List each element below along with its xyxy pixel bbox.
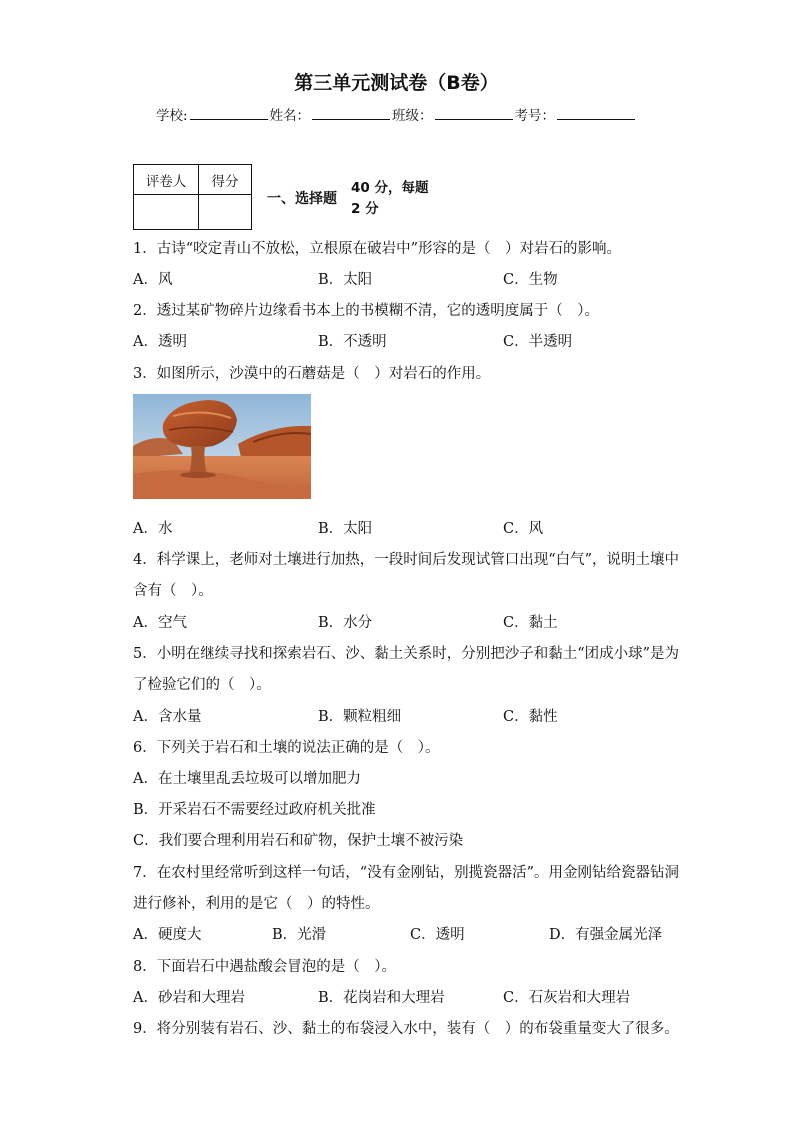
q6-option-c: C．我们要合理利用岩石和矿物，保护土壤不被污染 xyxy=(133,833,464,849)
question-7-line2: 进行修补，利用的是它（ ）的特性。 xyxy=(133,896,380,912)
section-points-line2: 2 分 xyxy=(351,201,379,217)
q1-option-b: B．太阳 xyxy=(318,272,373,288)
q7-option-c: C．透明 xyxy=(410,927,465,943)
q4-option-c: C．黏土 xyxy=(503,615,558,631)
student-info-line xyxy=(0,104,793,124)
q8-option-a: A．砂岩和大理岩 xyxy=(133,990,245,1006)
q7-option-b: B．光滑 xyxy=(272,927,327,943)
question-9: 9．将分别装有岩石、沙、黏土的布袋浸入水中，装有（ ）的布袋重量变大了很多。 xyxy=(133,1021,679,1037)
name-blank xyxy=(312,107,390,120)
q4-option-a: A．空气 xyxy=(133,615,187,631)
q7-option-d: D．有强金属光泽 xyxy=(549,927,663,943)
q3-option-c: C．风 xyxy=(503,521,544,537)
q1-option-c: C．生物 xyxy=(503,272,558,288)
q1-option-a: A．风 xyxy=(133,272,173,288)
reviewer-header: 评卷人 xyxy=(134,165,199,195)
q7-option-a: A．硬度大 xyxy=(133,927,202,943)
q8-option-b: B．花岗岩和大理岩 xyxy=(318,990,445,1006)
class-label: 班级： xyxy=(392,108,433,124)
school-label: 学校: xyxy=(155,108,188,124)
section-points-line1: 40 分，每题 xyxy=(351,180,429,196)
question-3: 3．如图所示，沙漠中的石蘑菇是（ ）对岩石的作用。 xyxy=(133,366,491,382)
question-2: 2．透过某矿物碎片边缘看书本上的书模糊不清，它的透明度属于（ ）。 xyxy=(133,303,599,319)
question-4-line2: 含有（ ）。 xyxy=(133,583,213,599)
name-label: 姓名： xyxy=(269,108,311,124)
q4-option-b: B．水分 xyxy=(318,615,373,631)
q5-option-b: B．颗粒粗细 xyxy=(318,709,402,725)
q3-option-a: A．水 xyxy=(133,521,173,537)
q5-option-c: C．黏性 xyxy=(503,709,558,725)
q2-option-a: A．透明 xyxy=(133,334,187,350)
question-6: 6．下列关于岩石和土壤的说法正确的是（ ）。 xyxy=(133,740,440,756)
question-1: 1．古诗“咬定青山不放松，立根原在破岩中”形容的是（ ）对岩石的影响。 xyxy=(133,241,622,257)
mushroom-rock-photo xyxy=(133,394,311,499)
score-table xyxy=(133,164,252,230)
question-8: 8．下面岩石中遇盐酸会冒泡的是（ ）。 xyxy=(133,959,396,975)
exam-no-label: 考号： xyxy=(514,108,556,124)
question-7-line1: 7．在农村里经常听到这样一句话，“没有金刚钻，别揽瓷器活”。用金刚钻给瓷器钻洞 xyxy=(133,865,680,881)
question-5-line2: 了检验它们的（ ）。 xyxy=(133,677,271,693)
class-blank xyxy=(435,107,513,120)
q2-option-b: B．不透明 xyxy=(318,334,387,350)
school-blank xyxy=(190,107,268,120)
exam-no-blank xyxy=(557,107,635,120)
q6-option-a: A．在土壤里乱丢垃圾可以增加肥力 xyxy=(133,771,361,787)
section-points xyxy=(351,178,431,220)
q8-option-c: C．石灰岩和大理岩 xyxy=(503,990,631,1006)
q3-option-b: B．太阳 xyxy=(318,521,373,537)
section-title: 一、选择题 xyxy=(267,191,337,207)
score-cell xyxy=(199,195,252,230)
q5-option-a: A．含水量 xyxy=(133,709,202,725)
page-title: 第三单元测试卷（B卷） xyxy=(294,72,499,94)
q2-option-c: C．半透明 xyxy=(503,334,573,350)
score-header: 得分 xyxy=(199,165,252,195)
reviewer-cell xyxy=(134,195,199,230)
question-4-line1: 4．科学课上，老师对土壤进行加热，一段时间后发现试管口出现“白气”，说明土壤中 xyxy=(133,552,680,568)
q6-option-b: B．开采岩石不需要经过政府机关批准 xyxy=(133,802,376,818)
question-5-line1: 5．小明在继续寻找和探索岩石、沙、黏土关系时，分别把沙子和黏土“团成小球”是为 xyxy=(133,646,680,662)
